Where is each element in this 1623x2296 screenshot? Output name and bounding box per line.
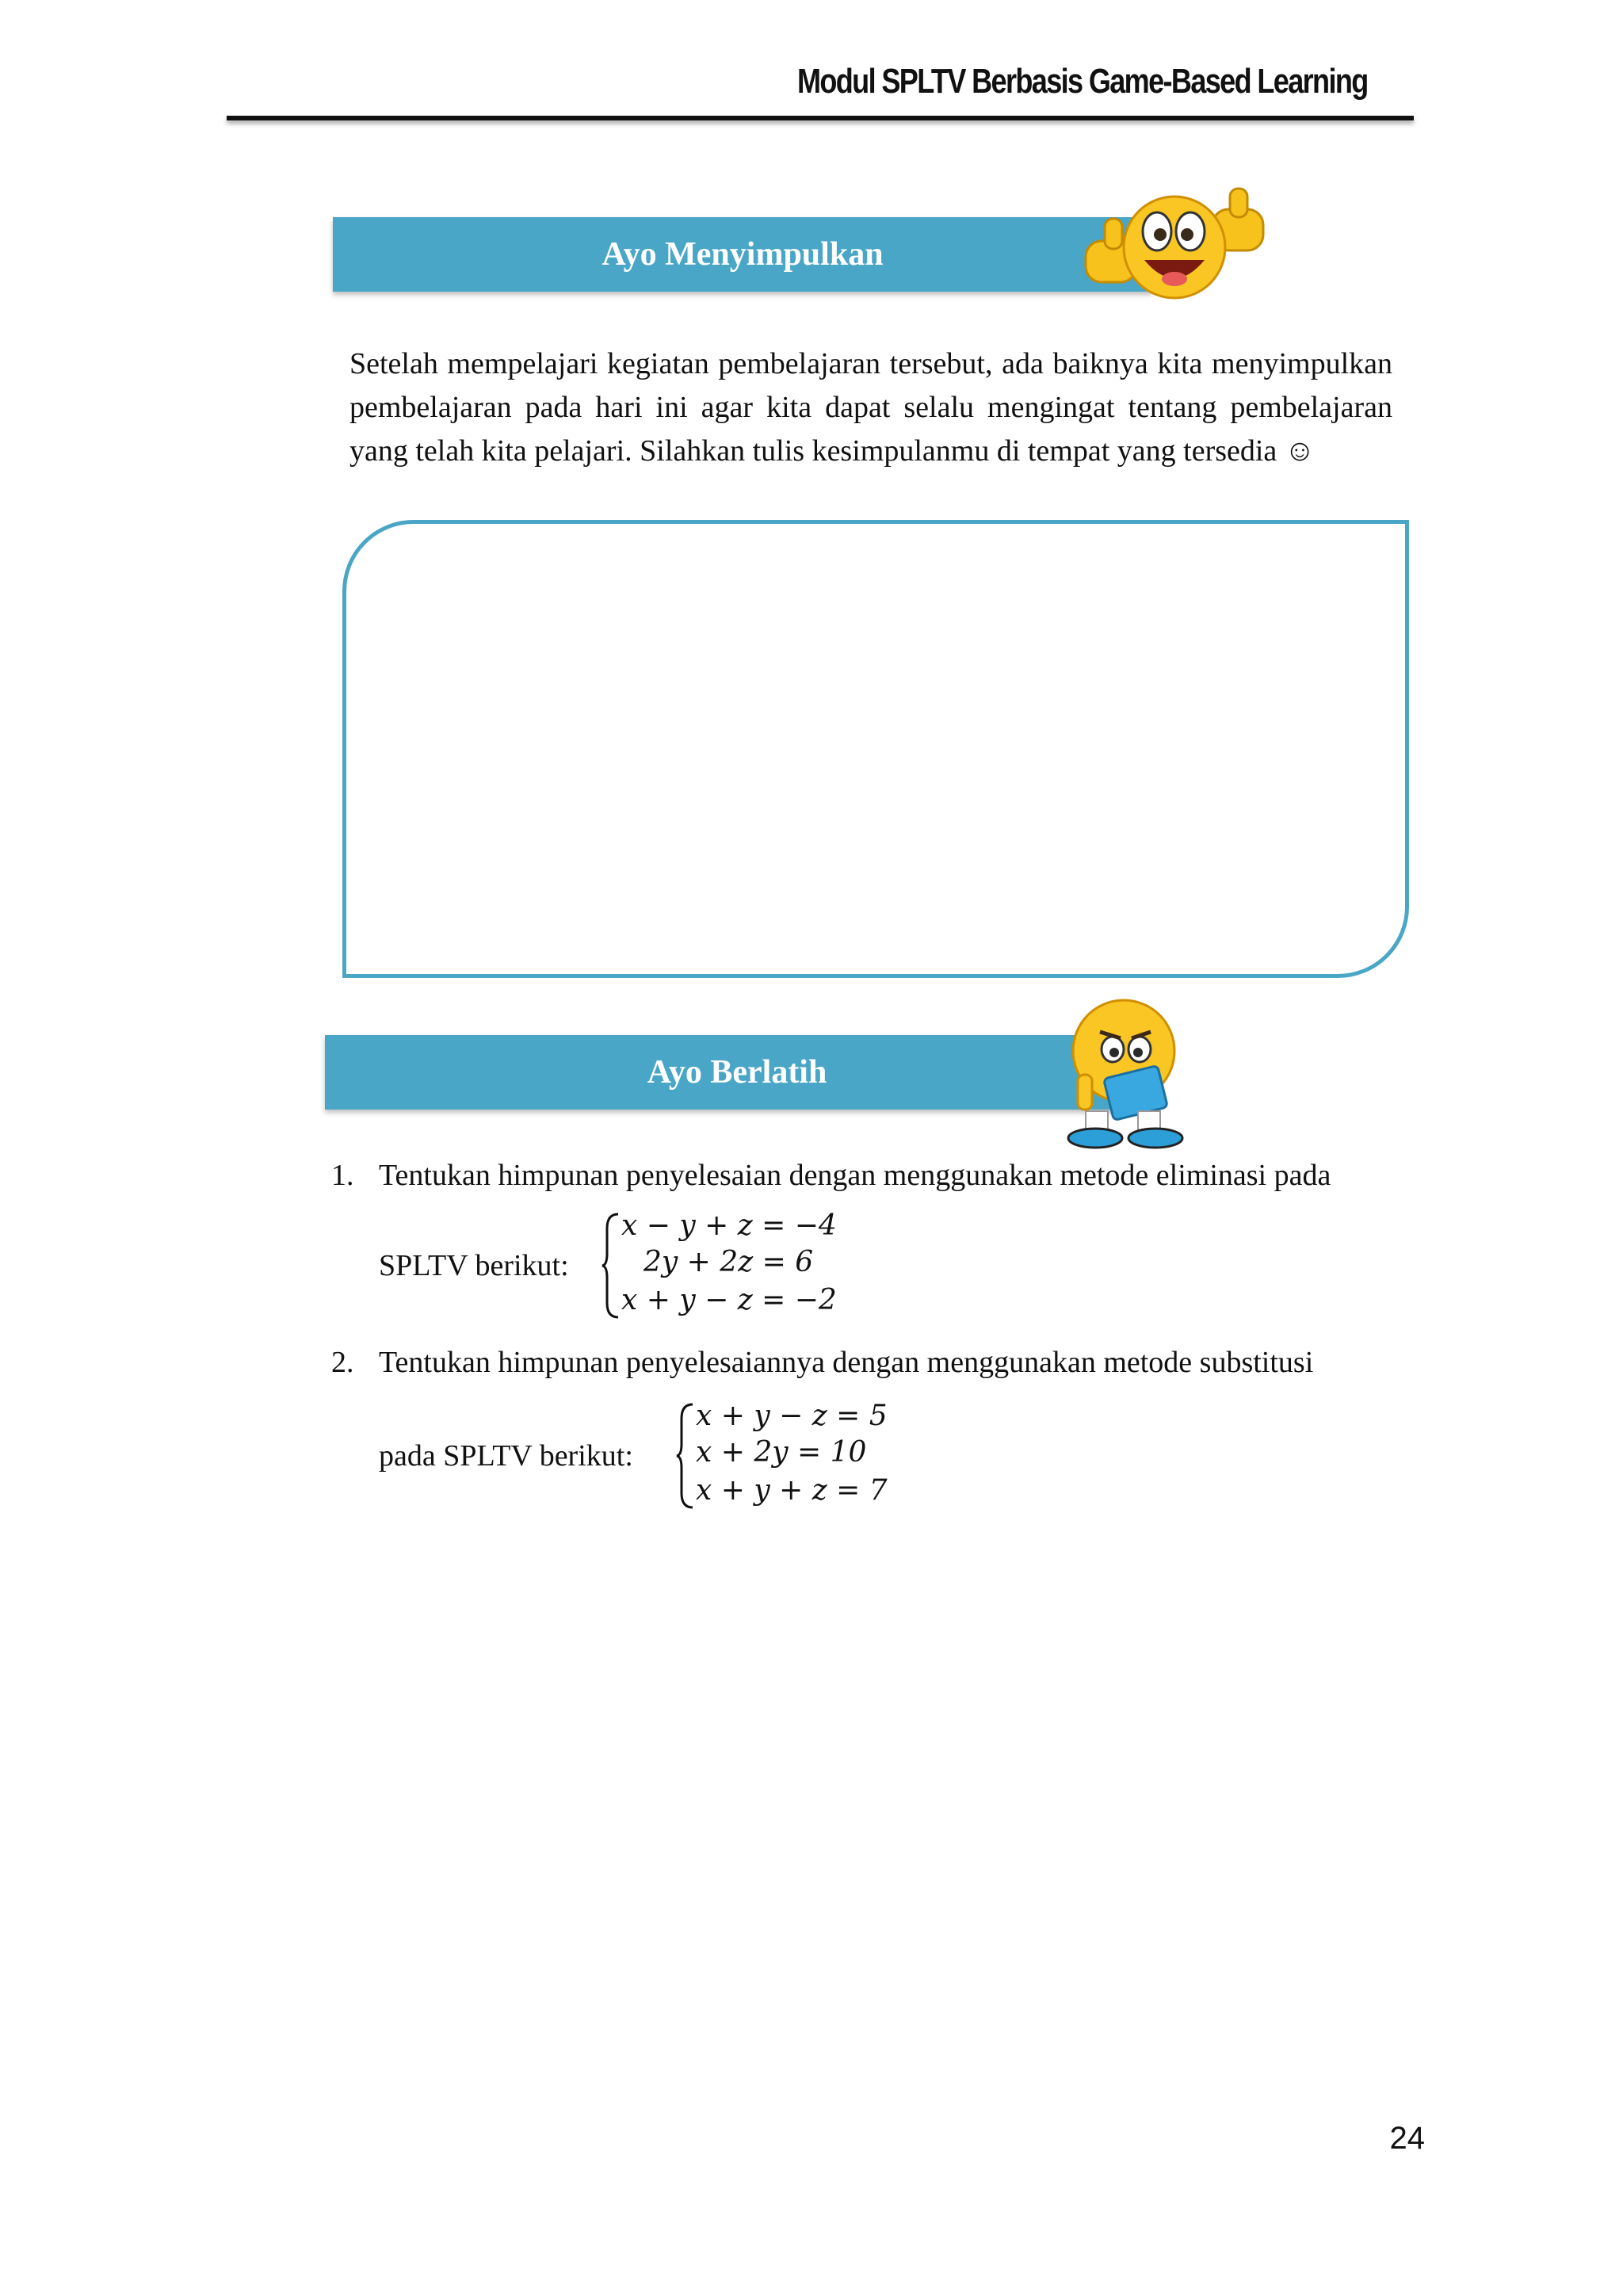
equation: x + 2y = 10	[696, 1436, 867, 1469]
equation: x + y + z = 7	[696, 1474, 888, 1507]
module-header-title: Modul SPLTV Berbasis Game-Based Learning	[797, 62, 1368, 101]
banner-label: Ayo Berlatih	[647, 1054, 827, 1091]
equation: x − y + z = −4	[621, 1209, 837, 1242]
equation: 2y + 2z = 6	[643, 1246, 814, 1278]
ayo-berlatih-banner	[325, 1035, 1149, 1110]
banner-label: Ayo Menyimpulkan	[601, 236, 884, 273]
studying-smiley-icon	[1062, 995, 1189, 1151]
question-number: 1.	[331, 1159, 354, 1192]
ayo-menyimpulkan-banner	[333, 217, 1152, 292]
header-divider	[227, 116, 1414, 120]
thumbs-up-smiley-icon	[1081, 185, 1270, 304]
question-text: Tentukan himpunan penyelesaian dengan menggunakan metode eliminasi pada	[379, 1159, 1331, 1192]
page-number: 24	[1389, 2121, 1425, 2156]
question-number: 2.	[331, 1346, 354, 1379]
equation: x + y − z = 5	[696, 1400, 888, 1432]
question-text: Tentukan himpunan penyelesaiannya dengan menggunakan metode substitusi	[379, 1346, 1314, 1379]
system-brace	[675, 1401, 696, 1511]
system-brace	[601, 1211, 621, 1320]
system-label: pada SPLTV berikut:	[379, 1439, 633, 1473]
system-label: SPLTV berikut:	[379, 1249, 569, 1282]
conclusion-instructions: Setelah mempelajari kegiatan pembelajaran tersebut, ada baiknya kita menyimpulkan pembelajaran pada hari ini agar kita dapat selalu mengingat tentang pembelajaran yang telah kita pelajari. Silahkan tulis kesimpulanmu di tempat yang tersedia ☺	[349, 347, 1392, 468]
conclusion-answer-box[interactable]	[342, 520, 1409, 978]
equation: x + y − z = −2	[621, 1284, 837, 1316]
equation-system	[621, 1209, 859, 1320]
equation-system	[696, 1400, 934, 1511]
